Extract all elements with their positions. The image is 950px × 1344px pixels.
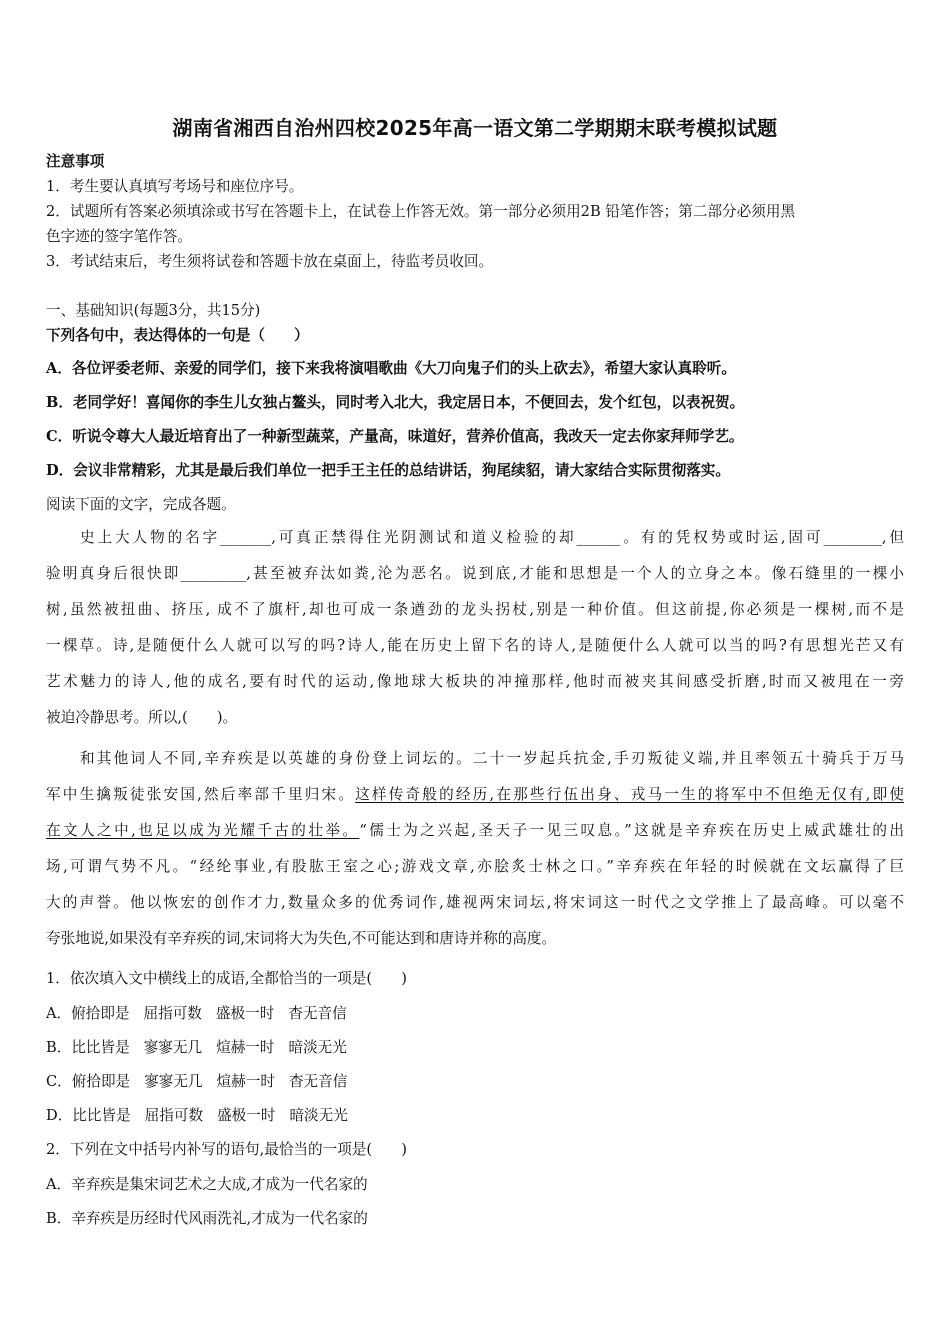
q2-option-a: A．辛弃疾是集宋词艺术之大成,才成为一代名家的 [46,1176,368,1193]
option-term: 杳无音信 [288,1005,347,1022]
paragraph-line [46,813,904,849]
underlined-sentence: 在文人之中,也足以成为光耀千古的壮举。 [46,822,360,839]
q1-option-a [46,1004,904,1024]
paragraph-line: 和其他词人不同,辛弃疾是以英雄的身份登上词坛的。二十一岁起兵抗金,手刃叛徒义端,并且率领五十骑兵于万马 [80,750,904,767]
paragraph-line: 树,虽然被扭曲、挤压, 成不了旗杆,却也可成一条遒劲的龙头拐杖,别是一种价值。但这前提,你必须是一棵树,而不是 [46,601,904,618]
option-term: 杳无音信 [288,1073,348,1090]
section-heading: 一、基础知识(每题3分，共15分) [46,302,261,319]
option-term: 盛极一时 [217,1107,276,1124]
option-term: 屈指可数 [144,1107,204,1124]
option-label: D．比比皆是 [46,1107,131,1124]
option-label: A．俯拾即是 [46,1005,130,1022]
option-term: 寥寥无几 [144,1073,203,1090]
q2-option-b: B．辛弃疾是历经时代风雨洗礼,才成为一代名家的 [46,1210,368,1227]
option-term: 寥寥无几 [143,1039,203,1056]
option-term: 煊赫一时 [216,1039,275,1056]
q1-stem: 1．依次填入文中横线上的成语,全都恰当的一项是( ) [46,970,407,987]
q2-stem: 2．下列在文中括号内补写的语句,最恰当的一项是( ) [46,1141,407,1158]
paragraph-line: 史上大人物的名字_______,可真正禁得住光阴测试和道义检验的却______。有的凭权势或时运,固可________,但 [80,529,904,546]
paragraph-line: 场,可谓气势不凡。“经纶事业,有股肱王室之心;游戏文章,亦脍炙士林之口。”辛弃疾在年轻的时候就在文坛赢得了巨 [46,858,904,875]
option-a: A．各位评委老师、亲爱的同学们，接下来我将演唱歌曲《大刀向鬼子们的头上砍去》，希望大家认真聆听。 [46,360,736,377]
paragraph-line: 大的声誉。他以恢宏的创作才力,数量众多的优秀词作,雄视两宋词坛,将宋词这一时代之文学推上了最高峰。可以毫不 [46,894,904,911]
question-stem: 下列各句中，表达得体的一句是（ ） [46,327,309,344]
option-c: C．听说令尊大人最近培育出了一种新型蔬菜，产量高，味道好，营养价值高，我改天一定去你家拜师学艺。 [46,428,744,445]
underlined-sentence: 这样传奇般的经历,在那些行伍出身、戎马一生的将军中不但绝无仅有,即使 [355,786,904,803]
text-span: “儒士为之兴起,圣天子一见三叹息。”这就是辛弃疾在历史上威武雄壮的出 [359,822,904,839]
q1-option-d [46,1106,904,1126]
q1-option-c [46,1072,904,1092]
reading-instruction: 阅读下面的文字，完成各题。 [46,496,236,513]
paragraph-line: 验明真身后很快即_________,甚至被弃汰如粪,沦为恶名。说到底,才能和思想是一个人的立身之本。像石缝里的一棵小 [46,565,904,582]
page-title: 湖南省湘西自治州四校2025年高一语文第二学期期末联考模拟试题 [172,116,778,140]
option-b: B．老同学好！喜闻你的李生儿女独占鳌头，同时考入北大，我定居日本，不便回去，发个红包，以表祝贺。 [46,394,745,411]
option-term: 煊赫一时 [216,1073,275,1090]
option-term: 盛极一时 [215,1005,275,1022]
option-label: B．比比皆是 [46,1039,130,1056]
option-term: 暗淡无光 [289,1107,348,1124]
reading-paragraph-1 [46,520,904,736]
option-term: 暗淡无光 [288,1039,347,1056]
notice-item-3: 3．考试结束后，考生须将试卷和答题卡放在桌面上，待监考员收回。 [46,253,494,270]
option-d: D．会议非常精彩，尤其是最后我们单位一把手王主任的总结讲话，狗尾续貂，请大家结合实际贯彻落实。 [46,462,730,479]
paragraph-line: 艺术魅力的诗人,他的成名,要有时代的运动,像地球大板块的冲撞那样,他时而被夹其间感受折磨,时而又被甩在一旁 [46,673,904,690]
paragraph-line: 夸张地说,如果没有辛弃疾的词,宋词将大为失色,不可能达到和唐诗并称的高度。 [46,930,557,947]
paragraph-line: 被迫冷静思考。所以,( )。 [46,709,238,726]
reading-paragraph-2 [46,741,904,957]
option-term: 屈指可数 [143,1005,202,1022]
notice-heading: 注意事项 [46,153,105,170]
text-span: 军中生擒叛徒张安国,然后率部千里归宋。 [46,786,356,803]
notice-item-1: 1．考生要认真填写考场号和座位序号。 [46,178,304,195]
paragraph-line: 一棵草。诗,是随便什么人就可以写的吗?诗人,能在历史上留下名的诗人,是随便什么人就可以当的吗?有思想光芒又有 [46,637,904,654]
paragraph-line [46,777,904,813]
notice-item-2: 2．试题所有答案必须填涂或书写在答题卡上，在试卷上作答无效。第一部分必须用2B 铅笔作答；第二部分必须用黑 [46,203,796,220]
q1-option-b [46,1038,904,1058]
option-label: C．俯拾即是 [46,1073,131,1090]
notice-item-2-cont: 色字迹的签字笔作答。 [46,228,192,245]
